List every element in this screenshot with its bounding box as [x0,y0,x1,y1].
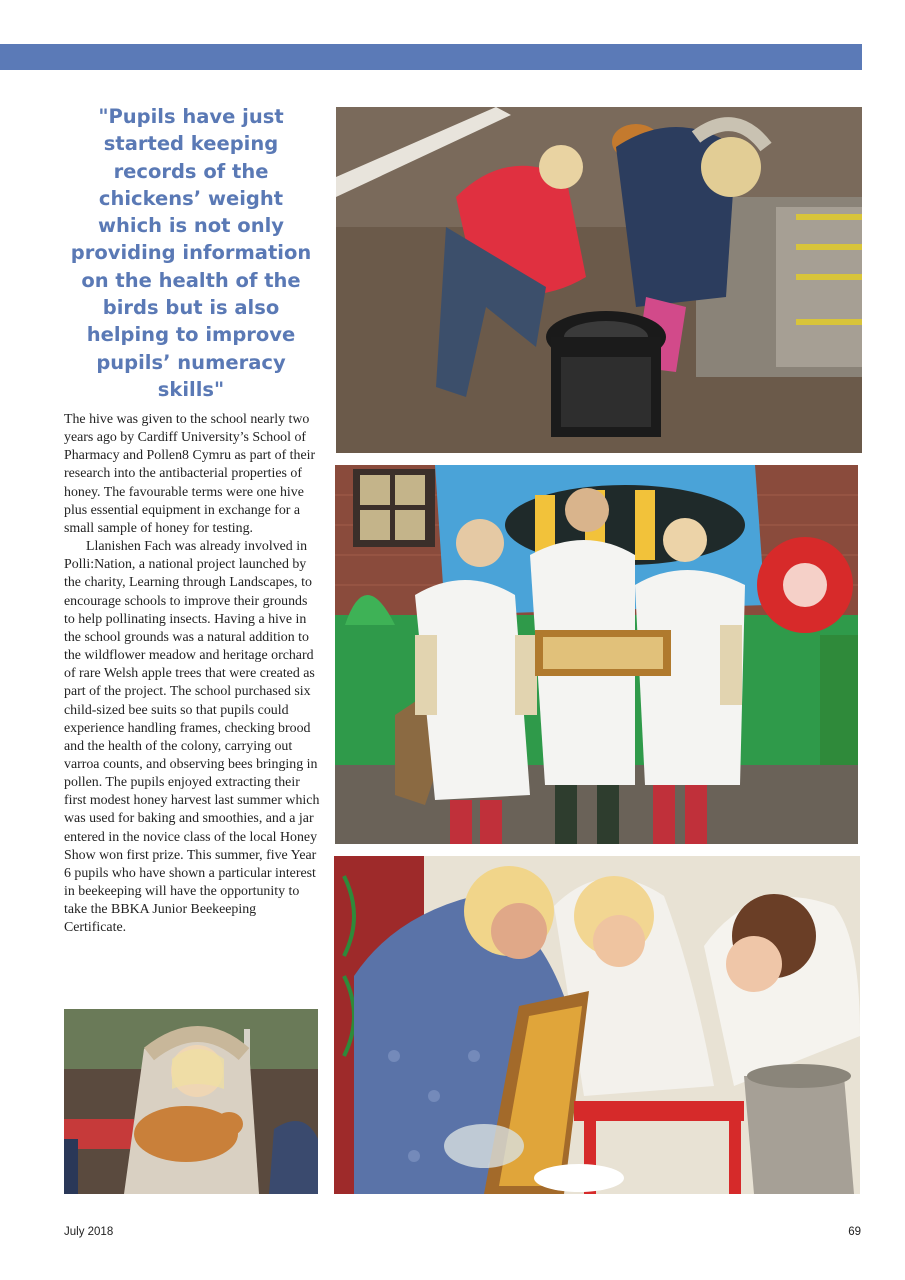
photo-girls-feeding-chickens [336,107,862,453]
page-number: 69 [848,1226,861,1238]
article-paragraph: The hive was given to the school nearly two years ago by Cardiff University’s School of Pharmacy and Pollen8 Cymru as part of their research into the antibacterial properties of honey. The favourable terms were one hive plus essential equipment in exchange for a small sample of honey for testing. [64,412,316,536]
photo-kids-in-bee-suits [335,465,858,844]
header-color-band [0,44,862,70]
photo-uncapping-honey-frame [334,856,860,1194]
article-body [64,411,320,938]
footer-date: July 2018 [64,1226,114,1238]
article-paragraph: Llanishen Fach was already involved in Polli:Nation, a national project launched by the charity, Learning through Landscapes, to encourage schools to improve their grounds to help pollinating insects. Having a hive in the school grounds was a natural addition to the wildflower meadow and heritage orchard of rare Welsh apple trees that were created as part of the project. The school purchased six child-sized bee suits so that pupils could experience handling frames, checking brood and the health of the colony, carrying out varroa counts, and observing bees bringing in pollen. The pupils enjoyed extracting their first modest honey harvest last summer which was used for baking and smoothies, and a jar entered in the novice class of the local Honey Show won first prize. This summer, five Year 6 pupils who have shown a particular interest in beekeeping will have the opportunity to take the BBKA Junior Beekeeping Certificate. [64,539,320,936]
pull-quote: "Pupils have just started keeping records of the chickens’ weight which is not only providing information on the health of the birds but is also helping to improve pupils’ numeracy skills" [70,105,312,401]
photo-girl-holding-chicken [64,1009,318,1194]
